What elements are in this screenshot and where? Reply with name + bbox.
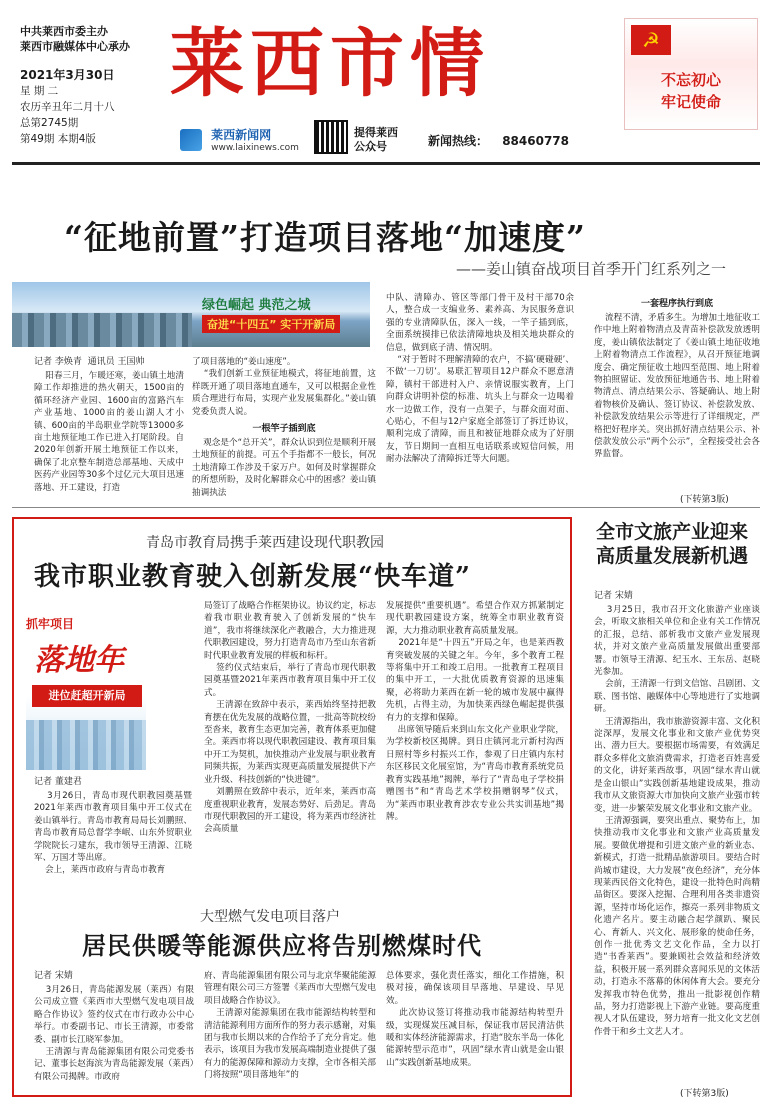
slogan-line-2: 牢记使命 <box>660 93 721 111</box>
total-issue: 总第2745期 <box>20 117 79 129</box>
org-line-2: 莱西市融媒体中心承办 <box>20 40 130 53</box>
culture-continuation: (下转第3版) <box>680 1089 729 1099</box>
site-url: www.laixinews.com <box>211 143 299 153</box>
lead-column-2-text: 了项目落地的“姜山速度”。 “我们创新工业预征地模式，将征地前置，这样既开通了项目落地直通车，又可以根据企业性质合理进行布局，实现产业发展集群化。”姜山镇党委负责人说。 <box>192 357 376 417</box>
edu-headline: 我市职业教育驶入创新发展“快车道” <box>34 562 471 592</box>
culture-byline: 记者 宋婧 <box>594 591 633 601</box>
masthead-info <box>20 24 160 147</box>
slogan-line-1: 不忘初心 <box>660 71 721 89</box>
org-line-1: 中共莱西市委主办 <box>20 25 108 38</box>
photo-slogan-1: 绿色崛起 典范之城 <box>202 298 311 313</box>
energy-column-1: 3月26日，青岛能源发展（莱西）有限公司成立暨《莱西市大型燃气发电项目战略合作协议》签约仪式在市行政办公中心举行。市委副书记、市长王清源，市委常委、副市长江晓军参加。 王清源与青岛能源集团有限公司党委书记、董事长赵海滨为青岛能源发展（莱西）有限公司揭牌。市政府 <box>34 985 194 1082</box>
lead-column-2 <box>192 356 376 511</box>
culture-headline <box>582 520 762 568</box>
lead-column-1: 阳春三月，乍暖还寒，姜山镇土地清障工作却推进的热火朝天，1500亩的循环经济产业园、1600亩的富路汽车产业基地、1000亩的姜山湖人才小镇、600亩的半岛职业学院等13000多亩土地预征地工作已进入打尾阶段。自2020年创新开展土地预征工作以来，确保了北京整车制造总部基地、天成中医药产业园等30多个过亿元大项目迅速落地、开工建设，打造 <box>34 371 184 493</box>
lead-byline: 记者 李焕青 通讯员 王国帅 <box>34 357 145 367</box>
site-logo[interactable] <box>180 126 299 153</box>
lead-subsection-2: 一套程序执行到底 <box>640 299 713 309</box>
photo-skyline <box>12 313 192 347</box>
party-flag-icon: ☭ <box>631 25 671 55</box>
weekday: 星 期 二 <box>20 85 59 97</box>
hotline-label: 新闻热线： <box>428 134 489 148</box>
issue-date: 2021年3月30日 <box>20 68 115 82</box>
lead-photo <box>12 282 370 347</box>
slogan-badge <box>624 18 758 130</box>
site-logo-icon <box>180 129 202 151</box>
lunar-date: 农历辛丑年二月十八 <box>20 101 115 113</box>
qr-code-icon[interactable] <box>314 120 348 154</box>
hotline-number: 88460778 <box>502 134 569 148</box>
campaign-skyline <box>26 720 146 770</box>
energy-column-2: 府、青岛能源集团有限公司与北京华聚能能源管理有限公司三方签署《莱西市大型燃气发电项目战略合作协议》。 王清源对能源集团在我市能源结构转型和清洁能源利用方面所作的努力表示感谢，对集团与我市长期以来的合作给予了充分肯定。他表示，该项目为我市发展高端制造业提供了强有力的能源保障和源动力支撑，全市各相关部门将按照“项目落地年”的 <box>204 971 376 1081</box>
campaign-logo <box>26 605 146 770</box>
edu-byline: 记者 董建君 <box>34 777 82 787</box>
energy-byline: 记者 宋婧 <box>34 971 73 981</box>
energy-column-3: 总体要求，强化责任落实，细化工作措施，积极对接，确保该项目早落地、早建设、早见效。 此次协议签订将推动我市能源结构转型升级，实现煤炭压减目标，保证我市居民清洁供暖和实体经济能源需求，打造“胶东半岛一体化能源转型示范市”，巩固“绿水青山就是金山银山”实践创新基地成果。 <box>386 971 564 1068</box>
lead-column-2b-text: 观念是个“总开关”，群众认识到位是顺利开展土地预征的前提。可五个手指都不一般长，何况土地清障工作涉及千家万户。如何及时掌握群众的所想所盼，及时化解群众心中的困惑？姜山镇抽调执法 <box>192 438 376 498</box>
lead-column-4-text: 流程不清，矛盾多生。为增加土地征收工作中地上附着物清点及青苗补偿款发放透明度，姜山镇依法制定了《姜山镇土地征收地上附着物清点工作流程》，从召开预征地调度会、确定预征收土地四至范围、地上附着物拍照留证、发放预征地通告书、地上附着物清点、清点结果公示、答疑确认、地上附着物核价及确认、签订协议、补偿款发放、补偿款发放结果公示等进行了详细规定，严格把好程序关。突出抓好清点结果公示、补偿款发放公示“两个公示”，全程接受社会各界监督。 <box>594 313 760 460</box>
edu-column-3: 发展提供“重要机遇”。希望合作双方抓紧制定现代职教园建设方案，统筹全市职业教育资源，大力推动职业教育高质量发展。 2021年是“十四五”开局之年，也是莱西教育突破发展的关键之年。今年，多个教育工程等将集中开工和竣工启用。一批教育工程项目的集中开工，一大批优质教育资源的迅速集聚，必将助力莱西在新一轮的城市发展中赢得先机，占得主动，为加快莱西绿色崛起提供强有力的支撑和保障。 出席领导随后来到山东文化产业职业学院，为学校新校区揭牌。到日庄镇河北亓新村沟西日照村等乡村振兴工作，参观了日庄镇内东村东区移民文化展室馆，为“青岛市教育系统党员教育实践基地”揭牌，举行了“青岛电子学校捐赠图书”和“青岛艺术学校捐赠钢琴”仪式，为“莱西市职业教育涉农专业公共实训基地”揭牌。 <box>386 601 564 822</box>
edu-column-2: 局签订了战略合作框架协议。协议约定，标志着我市职业教育驶入了创新发展的“快车道”，我市将继续深化产教融合，大力推进现代职教园建设，努力打造青岛市乃至山东省新时代职业教育发展的样板和标杆。 签约仪式结束后，举行了青岛市现代职教园奠基暨2021年莱西市教育项目集中开工仪式。 王清源在致辞中表示，莱西始终坚持把教育摆在优先发展的战略位置，一批高等院校纷至沓来，教育生态更加完善，教育体系更加健全。莱西市将以现代职教园建设、教育项目集中开工为契机，加快推动产业发展与职业教育同频共振，为莱西实现更高质量发展提供下产业升级、科技创新的“快进键”。 刘鹏照在致辞中表示，近年来，莱西市高度重视职业教育，发展态势好、后劲足。青岛市现代职教园的开工建设，将为莱西市经济社会高质量 <box>204 601 376 835</box>
culture-headline-1: 全市文旅产业迎来 <box>595 521 748 543</box>
lead-subhead: ——姜山镇奋战项目首季开门红系列之一 <box>456 260 727 278</box>
campaign-big: 落地年 <box>34 643 124 678</box>
newspaper-title: 莱西市情 <box>170 21 490 107</box>
edu-kicker: 青岛市教育局携手莱西建设现代职教园 <box>146 535 384 551</box>
culture-body: 3月25日，我市召开文化旅游产业座谈会，听取文旅相关单位和企业有关工作情况的汇报，总结、部析我市文旅产业发展现状，并对文旅产业高质量发展做出重要部署。市领导王清源、纪玉水、王东岳、赵晓光参加。 会前，王清源一行到文信馆、吕剧团、文联、图书馆、融媒体中心等地进行了实地调研。 王清源指出，我市旅游资源丰富、文化积淀深厚，发展文化事业和文旅产业优势突出、潜力巨大。要根据市场需要，有效满足群众多样化文旅消费需求，打造老百姓喜爱的文化，讲好莱西故事，巩固“绿水青山就是金山银山”实践创新基地建设成果，推动我市从文旅资源大市加快向文旅产业强市转变，进一步繁荣发展文化事业和文旅产业。 王清源强调，要突出重点、聚势布上，加快推动我市文化事业和文旅产业高质量发展。要做优增提和引进文旅产业的新业态、新模式，打造一批精品旅游项目。要结合时尚城市建设，大力发展“夜色经济”，充分体现莱西民俗文化特色，建设一批特色时尚精品街区。要深入挖掘、合理利用各类非遗资源，坚持市场化运作，擦亮一系列非物质文化遗产名片。要主动融合起学颜趴、聚民心、育新人、兴文化、展形象的使命任务，创作一批优秀文艺文化作品，全力以打造“书香莱西”。要兼顾社会效益和经济效益，积极开展一系列群众喜闻乐见的文体活动，打造永不落幕的休闲体育大会。要充分发挥我市特色优势，推出一批影视创作精品，努力打造影视上下游产业链。要高度重视人才队伍建设，努力培育一批文化文艺创作骨干和乡土文艺人才。 <box>594 605 761 1037</box>
lead-continuation: (下转第3版) <box>680 495 729 505</box>
lead-subsection-1: 一根竿子插到底 <box>252 424 316 434</box>
campaign-bottom: 进位赶超开新局 <box>32 685 142 707</box>
energy-headline: 居民供暖等能源供应将告别燃煤时代 <box>82 931 482 960</box>
campaign-top: 抓牢项目 <box>26 617 75 631</box>
lead-headline: “征地前置”打造项目落地“加速度” <box>64 218 586 257</box>
qr-label-1: 提得莱西 <box>354 126 398 139</box>
energy-kicker: 大型燃气发电项目落户 <box>200 909 340 925</box>
site-name: 莱西新闻网 <box>211 128 272 142</box>
issue-number: 第49期 本期4版 <box>20 133 96 145</box>
edu-column-1: 3月26日，青岛市现代职教园奠基暨2021年莱西市教育项目集中开工仪式在姜山镇举行。青岛市教育局局长刘鹏照、青岛市教育局总督学李岷、山东外贸职业学院院长刁建东，我市领导王清源、江晓军、万国才等出席。 会上，莱西市政府与青岛市教育 <box>34 791 192 876</box>
qr-label-2: 公众号 <box>354 140 387 153</box>
lead-column-3: 中队、清障办、管区等部门骨干及村干部70余人，整合成一支编业务、素养高、为民服务意识强的专业清障队伍，深入一线，一竿子插到底，全面系统摸排已依法清障地块及相关地块群众的信息，做到底子清、情况明。 “对于暂时不理解清障的农户，不搞‘硬碰硬’、不做‘一刀切’。易联汇智项目12户群众不愿意清障，镇村干部进村入户、亲情说服实教育，上门向群众讲明补偿的标准、坑头上与群众一边喝着水一边做工作，没有一点架子，与群众面对面、心贴心，不但与12户家庭全部签订了拆迁协议，顺利完成了清障，而且和被征地群众成为了好朋友，节日期间一直相互电话联系或短信问候，用耐办法解决了清障拆迁等大问题。 <box>386 293 574 465</box>
section-divider <box>12 507 760 508</box>
hotline <box>428 132 569 149</box>
culture-headline-2: 高质量发展新机遇 <box>595 545 748 567</box>
lead-column-4 <box>594 296 760 504</box>
masthead-divider <box>12 162 760 165</box>
photo-slogan-2: 奋进“十四五” 实干开新局 <box>202 315 340 333</box>
